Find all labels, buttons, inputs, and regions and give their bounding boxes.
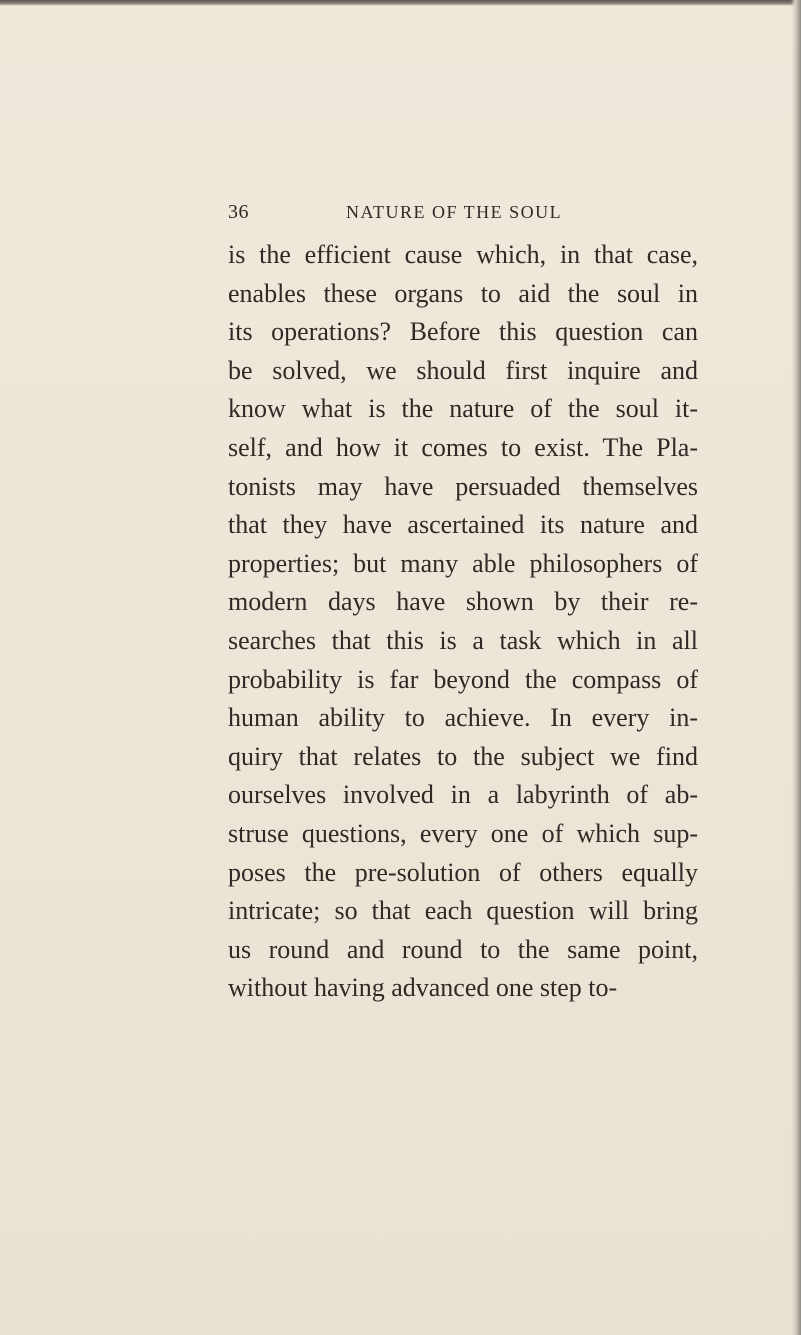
body-text xyxy=(228,236,698,1008)
text-line: us round and round to the same point, xyxy=(228,934,698,964)
text-line: intricate; so that each question will bring xyxy=(228,896,698,926)
text-line: modern days have shown by their re- xyxy=(228,587,698,617)
text-line: struse questions, every one of which sup- xyxy=(228,818,698,848)
text-line: human ability to achieve. In every in- xyxy=(228,703,698,733)
page-top-edge xyxy=(0,0,801,6)
text-line: that they have ascertained its nature and xyxy=(228,510,698,540)
page-number: 36 xyxy=(228,201,249,223)
text-line: tonists may have persuaded themselves xyxy=(228,471,698,501)
text-line: be solved, we should first inquire and xyxy=(228,355,698,385)
text-line: quiry that relates to the subject we find xyxy=(228,741,698,771)
text-line: ourselves involved in a labyrinth of ab- xyxy=(228,780,698,810)
text-line: know what is the nature of the soul it- xyxy=(228,394,698,424)
text-line: enables these organs to aid the soul in xyxy=(228,278,698,308)
text-line: without having advanced one step to- xyxy=(228,973,618,1003)
text-line: is the efficient cause which, in that case, xyxy=(228,240,698,269)
running-title: NATURE OF THE SOUL xyxy=(346,202,563,222)
text-line: its operations? Before this question can xyxy=(228,317,698,347)
text-line: self, and how it comes to exist. The Pla- xyxy=(228,432,698,462)
text-line: searches that this is a task which in all xyxy=(228,625,698,655)
text-line: poses the pre-solution of others equally xyxy=(228,857,698,887)
page-right-edge xyxy=(791,0,801,1335)
running-head xyxy=(228,201,628,231)
text-line: probability is far beyond the compass of xyxy=(228,664,698,694)
text-line: properties; but many able philosophers of xyxy=(228,548,698,578)
